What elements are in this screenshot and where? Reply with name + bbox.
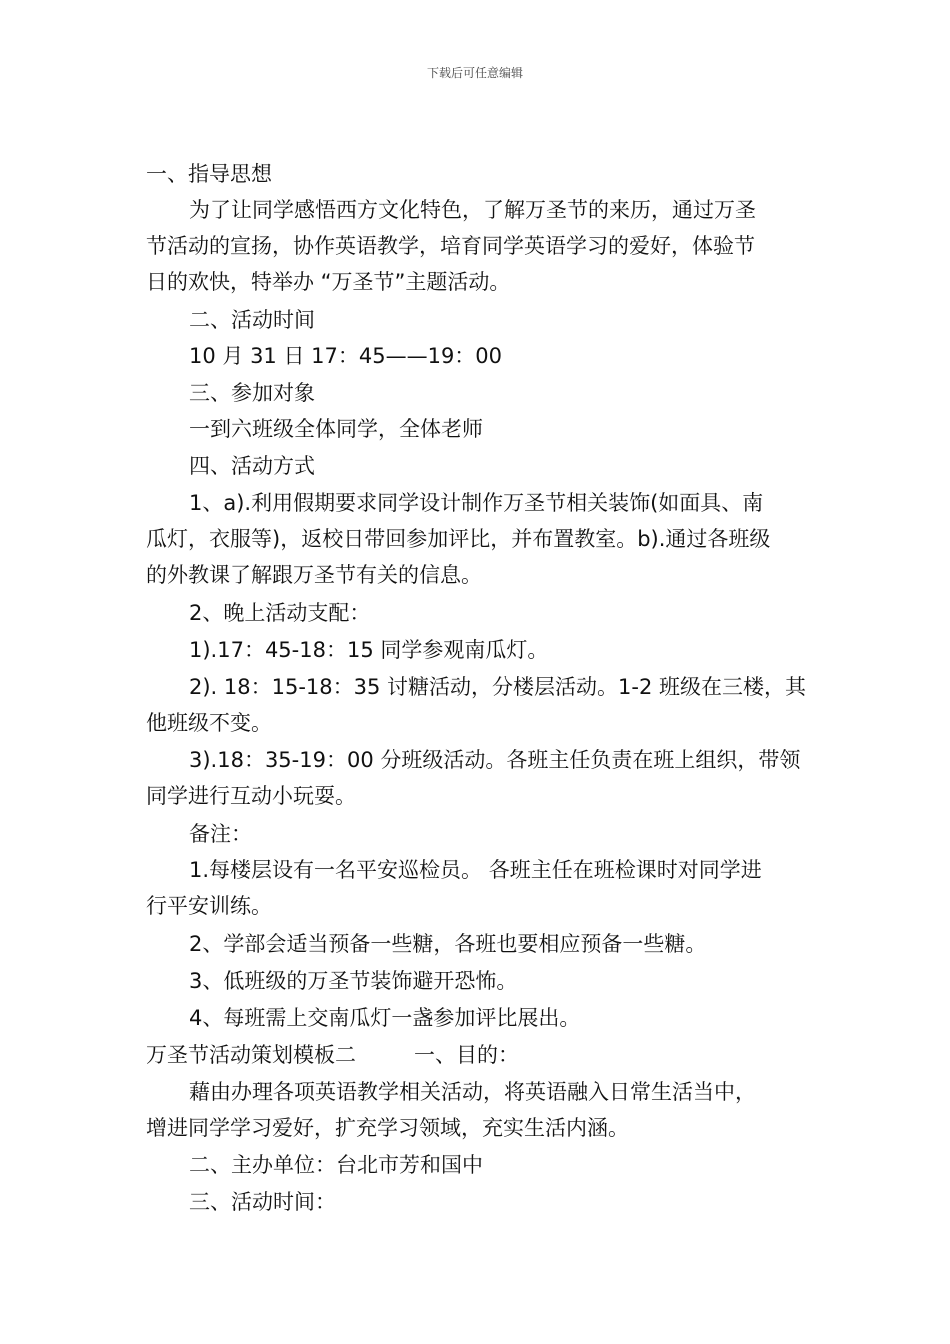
heading-participants: 三、参加对象	[189, 381, 315, 405]
heading-activity-time-2: 三、活动时间：	[189, 1190, 336, 1214]
note-item-cont: 行平安训练。	[146, 894, 272, 918]
heading-purpose: 一、目的：	[414, 1043, 519, 1067]
paragraph-line: 日的欢快，特举办 “万圣节”主题活动。	[146, 270, 511, 294]
paragraph-line: 为了让同学感悟西方文化特色，了解万圣节的来历，通过万圣	[189, 198, 756, 222]
template-two-title-row	[146, 1041, 519, 1069]
paragraph-line: 节活动的宣扬，协作英语教学，培育同学英语学习的爱好，体验节	[146, 234, 755, 258]
paragraph-line: 1、a).利用假期要求同学设计制作万圣节相关装饰(如面具、南	[189, 491, 764, 515]
template-two-title: 万圣节活动策划模板二	[146, 1043, 356, 1067]
schedule-item-cont: 他班级不变。	[146, 711, 272, 735]
heading-organizer: 二、主办单位：台北市芳和国中	[189, 1153, 483, 1177]
page-header-note: 下载后可任意编辑	[426, 66, 523, 80]
heading-activity-time: 二、活动时间	[189, 308, 315, 332]
paragraph-line: 的外教课了解跟万圣节有关的信息。	[146, 563, 482, 587]
note-item: 2、学部会适当预备一些糖，各班也要相应预备一些糖。	[189, 932, 707, 956]
paragraph-line: 瓜灯，衣服等)，返校日带回参加评比，并布置教室。b).通过各班级	[146, 527, 771, 551]
schedule-heading: 2、晚上活动支配：	[189, 601, 371, 625]
paragraph-line: 藉由办理各项英语教学相关活动，将英语融入日常生活当中，	[189, 1080, 756, 1104]
notes-heading: 备注：	[189, 822, 252, 846]
heading-guiding-ideology: 一、指导思想	[146, 162, 272, 186]
participants-value: 一到六班级全体同学，全体老师	[189, 417, 483, 441]
heading-activity-method: 四、活动方式	[189, 454, 315, 478]
note-item: 1.每楼层设有一名平安巡检员。 各班主任在班检课时对同学进	[189, 858, 762, 882]
paragraph-line: 增进同学学习爱好，扩充学习领域，充实生活内涵。	[146, 1116, 629, 1140]
note-item: 3、低班级的万圣节装饰避开恐怖。	[189, 969, 518, 993]
activity-time-value: 10 月 31 日 17：45——19：00	[189, 344, 503, 368]
note-item: 4、每班需上交南瓜灯一盏参加评比展出。	[189, 1006, 581, 1030]
schedule-item: 3).18：35-19：00 分班级活动。各班主任负责在班上组织，带领	[189, 748, 801, 772]
schedule-item: 1).17：45-18：15 同学参观南瓜灯。	[189, 638, 549, 662]
schedule-item: 2). 18：15-18：35 讨糖活动，分楼层活动。1-2 班级在三楼，其	[189, 675, 807, 699]
schedule-item-cont: 同学进行互动小玩耍。	[146, 784, 356, 808]
